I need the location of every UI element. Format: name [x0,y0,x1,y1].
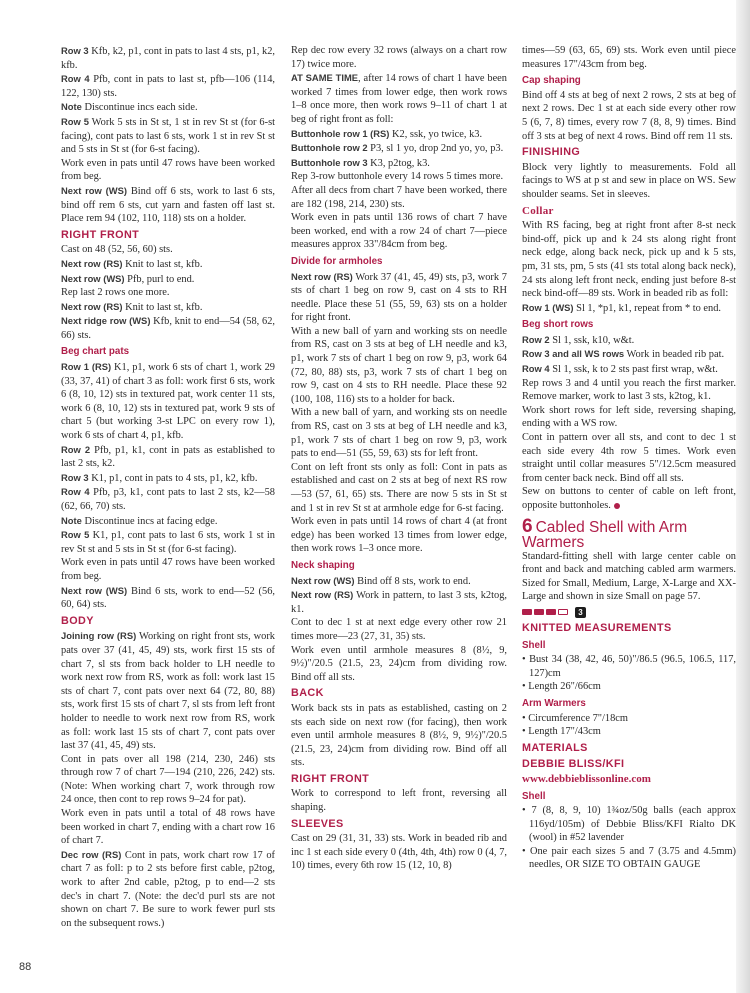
paragraph [522,301,736,316]
paragraph [61,184,275,226]
paragraph [61,314,275,342]
subsection-heading: Divide for armholes [291,255,383,267]
paragraph-text: Rep 3-row buttonhole every 14 rows 5 times more. [291,171,504,183]
paragraph-text: With a new ball of yarn and working sts on needle from RS, cast on 3 sts at beg of LH needle and k3, p1, work 7 sts of chart 1 beg on row 9, p3, work 64 (72, 80, 88) sts, p3, work 7 sts of chart 1 beg on row 9, cast on 4 sts to RH needle. Place these 92 (100, 108, 116) sts to a holder for back. [291,325,507,405]
paragraph-text: Sl 1, ssk, k10, w&t. [549,334,635,346]
paragraph [61,115,275,157]
skill-level-bar [522,609,532,615]
row-label: Row 2 [61,443,91,455]
paragraph-text: Kfb, k2, p1, cont in pats to last 4 sts, p1, k2, kfb. [61,46,276,71]
paragraph [291,325,507,407]
paragraph [291,270,507,325]
skill-level-bar [546,609,556,615]
paragraph [61,556,275,583]
paragraph [522,333,736,348]
paragraph-text: Work short rows for left side, reversing shaping, ending with a WS row. [522,404,736,430]
row-label: Row 4 [61,73,90,85]
paragraph-text: Work even in pats until a total of 48 rows have been worked in chart 7, ending with a chart row 16 of chart 7. [61,808,275,847]
section-heading: MATERIALS [522,741,588,754]
paragraph-text: With a new ball of yarn, and working sts on needle from RS, cast on 3 sts at beg of LH needle and k3, p1, work 7 sts of chart 1 beg on row 9, p3, work pats to end—51 (55, 59, 63) sts for left front. [291,407,507,460]
section-heading: BACK [291,687,324,700]
paragraph [61,286,275,300]
row-label: Next row (RS) [61,300,123,312]
section-heading: SLEEVES [291,817,344,830]
paragraph [291,71,507,126]
subsection-heading: Collar [522,204,554,217]
paragraph-text: Knit to last st, kfb. [122,258,203,270]
paragraph [291,211,507,252]
row-label: Row 2 [522,333,550,345]
paragraph [522,347,736,362]
row-label: Row 5 [61,115,89,127]
paragraph [291,588,507,616]
paragraph-text: Work 5 sts in St st, 1 st in rev St st (for 6-st facing), cont pats to last 6 sts, work 1 st in rev St st and 5 sts in St st (for 6-st facing). [61,116,275,156]
paragraph [291,787,507,814]
paragraph [522,404,736,431]
paragraph-text: Work even in pats until 47 rows have been worked from beg. [61,157,275,183]
paragraph [61,243,275,257]
pattern-title-text: Cabled Shell with Arm Warmers [522,518,688,551]
paragraph-text: Rep dec row every 32 rows (always on a chart row 17) twice more. [291,45,507,70]
paragraph [61,485,275,513]
paragraph-text: K1, p1, cont pats to last 6 sts, work 1 st in rev St st and 5 sts in St st (for 6-st facing). [61,530,275,555]
paragraph-text: Cont in pats, work chart row 17 of chart 7 as foll: p to 2 sts before first cable, p2tog, work to after 2nd cable, p2tog, p to end—2 sts dec's in chart 7. (Note: the dec'd purl sts are not shown on chart 7. Be sure to work fewer purl sts on the subsequent rows.) [61,849,275,929]
paragraph [291,127,507,142]
paragraph-text: Cast on 48 (52, 56, 60) sts. [61,244,173,256]
bullet-item: • One pair each sizes 5 and 7 (3.75 and 4.5mm) needles, OR SIZE TO OBTAIN GAUGE [522,845,736,871]
row-label: Next row (WS) [61,184,128,196]
paragraph-text: After all decs from chart 7 have been worked, there are 182 (198, 214, 230) sts. [291,184,507,210]
paragraph [61,100,275,115]
paragraph-text: K3, p2tog, k3. [367,157,430,169]
page-edge [736,0,750,993]
row-label: Row 4 [61,486,90,498]
row-label: Dec row (RS) [61,848,122,860]
paragraph [522,219,736,301]
paragraph-text: Kfb, knit to end—54 (58, 62, 66) sts. [61,316,275,341]
section-heading: RIGHT FRONT [291,772,370,785]
paragraph-text: Pfb, cont in pats to last st, pfb—106 (114, 122, 130) sts. [61,74,275,99]
paragraph [522,377,736,404]
paragraph-text: Work in pattern, to last 3 sts, k2tog, k1. [291,590,507,615]
column-2 [291,44,507,873]
end-of-pattern-icon [614,503,620,509]
paragraph [61,528,275,556]
yarn-weight-icon: 3 [575,607,586,618]
page-number: 88 [19,961,32,973]
paragraph-text: P3, sl 1 yo, drop 2nd yo, yo, p3. [367,143,504,155]
paragraph-text: Work even in pats until 136 rows of chart 7 have been worked, end with a row 24 of chart 7—piece measures approx 33"/84cm from beg. [291,212,507,251]
paragraph-text: Work in beaded rib pat. [624,349,725,361]
paragraph [522,44,736,71]
paragraph-text: Sl 1, ssk, k to 2 sts past first wrap, w&t. [549,364,718,376]
paragraph [61,360,275,443]
paragraph [61,44,275,72]
paragraph-text: Work back sts in pats as established, casting on 2 sts each side on next row (for facing), then work even until armhole measures 8 (8½, 9, 9½)"/20.5 (21.5, 23, 24)cm from dividing row. Bind off all sts. [291,702,507,769]
paragraph-text: Work 37 (41, 45, 49) sts, p3, work 7 sts of chart 1 beg on row 9, cast on 4 sts to RH needle. Place these 51 (55, 59, 63) sts on a holder for right front. [291,271,507,324]
paragraph-text: Cast on 29 (31, 31, 33) sts. Work in beaded rib and inc 1 st each side every 0 (4th, 4th, 4th) row 0 (4, 7, 10) times, every 6th row 15 (12, 10, 8) [291,833,507,872]
paragraph [522,89,736,143]
paragraph [291,170,507,184]
row-label: Next row (WS) [61,584,128,596]
paragraph-text: Knit to last st, kfb. [122,301,203,313]
row-label: Next ridge row (WS) [61,315,151,327]
row-label: Row 5 [61,529,90,541]
paragraph-text: Standard-fitting shell with large center cable on front and back and matching cabled arm warmers. Sized for Small, Medium, Large, X-Large and XX-Large and shown in size Small on page 57. [522,550,736,603]
paragraph [291,461,507,515]
paragraph-text: Work even until armhole measures 8 (8½, 9, 9½)"/20.5 (21.5, 23, 24)cm from dividing row. Bind off all sts. [291,644,507,683]
row-label: Next row (RS) [291,589,354,601]
row-label: Row 1 (WS) [522,301,574,313]
paragraph [61,272,275,287]
paragraph [522,431,736,485]
paragraph [61,584,275,612]
paragraph [291,141,507,156]
paragraph-text: Bind off 8 sts, work to end. [354,575,471,587]
paragraph [61,471,275,486]
paragraph-text: Sl 1, *p1, k1, repeat from * to end. [573,302,722,314]
paragraph-text: Block very lightly to measurements. Fold all facings to WS at p st and sew in place on WS. Sew shoulder seams. Set in sleeves. [522,161,736,200]
paragraph-text: Cont in pattern over all sts, and cont to dec 1 st each side every 4th row 5 times. Work even straight until collar measures 5"/12.5cm measured from center back neck. Bind off all sts. [522,432,736,484]
row-label: Row 4 [522,363,550,375]
paragraph-text: Bind 6 sts, work to end—52 (56, 60, 64) sts. [61,585,276,611]
paragraph-text: Work even in pats until 14 rows of chart 4 (at front edge) has been worked 13 times from lower edge, then work rows 1–3 once more. [291,516,507,555]
skill-level-bar [558,609,568,615]
section-heading: RIGHT FRONT [61,228,140,241]
subsection-heading: Shell [522,790,546,802]
paragraph [291,44,507,71]
paragraph [291,702,507,770]
paragraph [522,485,736,512]
bullet-item: • Bust 34 (38, 42, 46, 50)"/86.5 (96.5, 106.5, 117, 127)cm [522,654,736,679]
paragraph-text: times—59 (63, 65, 69) sts. Work even until piece measures 17"/43cm from beg. [522,45,736,70]
subsection-heading: Beg short rows [522,319,594,331]
paragraph-text: Pfb, p3, k1, cont pats to last 2 sts, k2—58 (62, 66, 70) sts. [61,487,275,512]
row-label: Joining row (RS) [61,630,137,642]
column-3 [522,44,736,872]
paragraph-text: Pfb, p1, k1, cont in pats as established to last 2 sts, k2. [61,444,275,470]
paragraph-text: Work to correspond to left front, reversing all shaping. [291,788,507,814]
section-heading: KNITTED MEASUREMENTS [522,621,672,634]
paragraph-text: Cont on left front sts only as foll: Cont in pats as established and cast on 2 sts at beg of next RS row—53 (57, 61, 65) sts. There are now 5 sts in St st and 1 st in rev St st at armhole edge for 6-st facing. [291,461,507,514]
paragraph [291,406,507,460]
paragraph [522,550,736,604]
row-label: Row 1 (RS) [61,361,112,373]
paragraph-text: Cont to dec 1 st at next edge every other row 21 times more—23 (27, 31, 35) sts. [291,617,507,642]
paragraph-text: K1, p1, cont in pats to 4 sts, p1, k2, kfb. [88,472,258,484]
paragraph-text: Pfb, purl to end. [124,273,195,285]
paragraph [291,515,507,556]
section-heading: DEBBIE BLISS/KFI [522,758,625,771]
paragraph-text: Working on right front sts, work pats over 37 (41, 45, 49) sts, work first 15 sts of chart 7, sl sts from back holder to LH needle to work next row from RS, work as foll: work last 15 sts of chart 7, cont pats over next 64 (72, 80, 88) sts, work first 15 sts of chart 7, sl sts from left front holder to needle to work next row from RS, work as foll: work last 15 sts of chart 7, cont pats over last 37 (41, 45, 49) sts. [61,631,275,752]
row-label: Buttonhole row 3 [291,156,368,168]
bullet-item: • Circumference 7"/18cm [522,712,628,724]
paragraph [522,362,736,377]
paragraph [61,753,275,807]
pattern-number: 6 [522,515,533,537]
row-label: Next row (RS) [61,257,123,269]
paragraph [61,300,275,315]
subsection-heading: Cap shaping [522,75,581,87]
skill-level-indicator [522,607,736,618]
paragraph [61,514,275,529]
paragraph-text: With RS facing, beg at right front after 8-st neck bind-off, pick up and k 24 sts along right front neck edge, along back neck, pick up and k 5 sts, pm, 31 sts, pm, 5 sts (41 sts total along back neck), 24 sts along left front neck, ending just before 8-st neck bind-off—89 sts. Work in beaded rib as foll: [522,220,736,300]
paragraph [61,848,275,931]
row-label: Row 3 [61,45,89,56]
section-heading: FINISHING [522,146,581,159]
row-label: Row 3 and all WS rows [522,348,625,360]
paragraph [61,157,275,184]
bullet-item: • Length 17"/43cm [522,726,601,738]
paragraph-text: Rep rows 3 and 4 until you reach the first marker. Remove marker, work to last 3 sts, k2tog, k1. [522,377,736,403]
row-label: Next row (RS) [291,270,353,282]
paragraph-text: K2, ssk, yo twice, k3. [389,128,483,140]
row-label: Next row (WS) [291,574,355,586]
paragraph [61,629,275,752]
row-label: Note [61,101,82,113]
paragraph-text: Rep last 2 rows one more. [61,287,170,299]
paragraph [61,257,275,272]
paragraph-text: Cont in pats over all 198 (214, 230, 246) sts through row 7 of chart 7—194 (210, 226, 242) sts. (Note: When working chart 7, work through row 24 once, then cont to rep rows 9–24 for pat). [61,753,275,806]
paragraph [61,72,275,100]
row-label: Next row (WS) [61,272,125,284]
subsection-heading: Beg chart pats [61,346,130,358]
row-label: AT SAME TIME [291,72,359,84]
row-label: Row 3 [61,471,89,483]
paragraph-text: Discontinue incs at facing edge. [81,515,218,527]
paragraph-text: Discontinue incs each side. [81,102,198,114]
paragraph [61,443,275,471]
skill-level-bar [534,609,544,615]
subsection-heading: Neck shaping [291,559,355,571]
website-link[interactable]: www.debbieblissonline.com [522,772,651,785]
paragraph-text: Bind off 6 sts, work to last 6 sts, bind off rem 6 sts, cut yarn and fasten off last st. Place rem 94 (102, 110, 118) sts on a holder. [61,185,276,225]
paragraph [291,616,507,643]
paragraph [291,184,507,211]
paragraph [291,574,507,589]
row-label: Buttonhole row 2 [291,142,368,154]
paragraph-text: Work even in pats until 47 rows have been worked from beg. [61,557,275,582]
paragraph [291,644,507,685]
paragraph-text: Bind off 4 sts at beg of next 2 rows, 2 sts at beg of next 2 rows. Dec 1 st at each side every other row 5 (6, 7, 8) times, every row 7 (8, 8, 9) times. Bind off 3 sts at beg of next 4 rows. Bind off rem 11 sts. [522,89,736,142]
paragraph [61,807,275,848]
row-label: Note [61,514,82,526]
row-label: Buttonhole row 1 (RS) [291,127,390,139]
paragraph-text: K1, p1, work 6 sts of chart 1, work 29 (33, 37, 41) of chart 3 as foll: work first 6 sts, work 6 (8, 10, 12) sts in textured pat, work center 11 sts, work 6 (8, 10, 12) sts in textured pat, work 9 sts of chart 5 (but working 3-st LPC on every row 1), work 6 sts of chart 4, p1, kfb. [61,362,275,442]
paragraph-text: , after 14 rows of chart 1 have been worked 7 times from lower edge, then work rows 1–8 once more, then work rows 9–11 of chart 1 at beg of right front as foll: [291,73,507,125]
subsection-heading: Arm Warmers [522,697,586,709]
subsection-heading: Shell [522,639,546,651]
paragraph-text: Sew on buttons to center of cable on left front, opposite buttonholes. [522,486,736,511]
paragraph [522,161,736,202]
paragraph [291,156,507,171]
section-heading: BODY [61,614,94,627]
paragraph [291,832,507,873]
column-1 [61,44,275,930]
bullet-item: • 7 (8, 8, 9, 10) 1¾oz/50g balls (each approx 116yd/105m) of Debbie Bliss/KFI Rialto DK (wool) in #52 lavender [522,805,736,844]
pattern-title [522,515,736,551]
bullet-item: • Length 26"/66cm [522,681,601,693]
